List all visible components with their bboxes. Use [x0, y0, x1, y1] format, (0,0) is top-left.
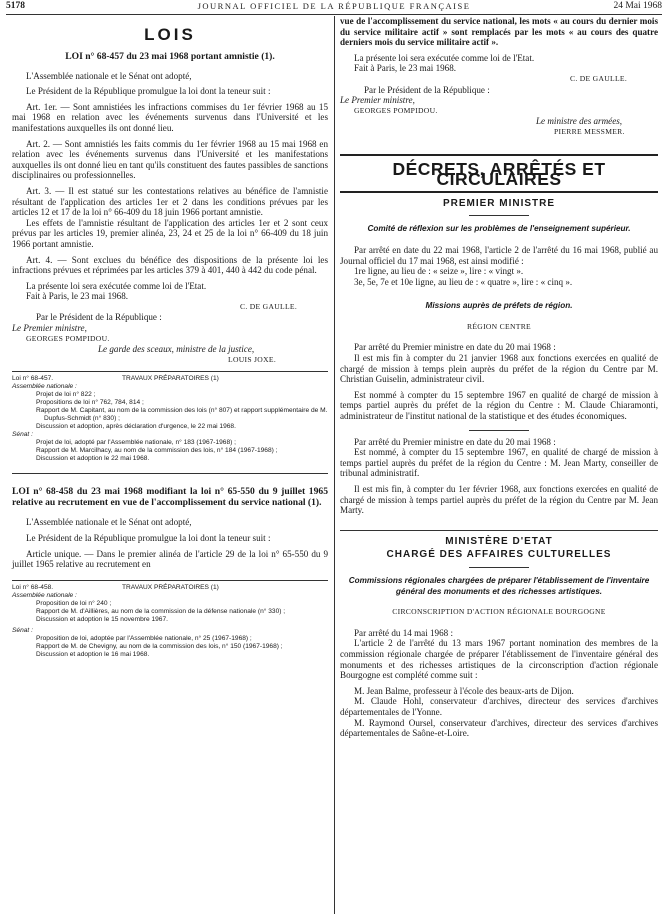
- commission-p1: Par arrêté du 14 mai 1968 :: [354, 627, 453, 638]
- law2-title: LOI n° 68-458 du 23 mai 1968 modifiant la loi n° 65-550 du 9 juillet 1965 relative au recrutement en vue de l'accomplissement du service national (1).: [12, 486, 328, 509]
- list-item: Rapport de M. Capitant, au nom de la commission des lois (n° 807) et rapport supplémentaire de M. Dupfus-Schmidt (n° 830) ;: [36, 407, 328, 423]
- law2-pm-name: GEORGES POMPIDOU.: [354, 105, 438, 115]
- comite-heading: Comité de réflexion sur les problèmes de l'enseignement supérieur.: [367, 224, 631, 234]
- law1-signature: C. DE GAULLE.: [240, 301, 298, 311]
- law2-exec: La présente loi sera exécutée comme loi de l'Etat.: [354, 52, 535, 63]
- tp-an-heading: Assemblée nationale :: [12, 383, 77, 391]
- journal-title: JOURNAL OFFICIEL DE LA RÉPUBLIQUE FRANÇAISE: [197, 1, 471, 11]
- law2-p2: Le Président de la République promulgue la loi dont la teneur suit :: [26, 533, 271, 544]
- tp-an-heading: Assemblée nationale :: [12, 591, 77, 599]
- law2-par: Par le Président de la République :: [364, 84, 490, 95]
- missions-heading: Missions auprès de préfets de région.: [425, 301, 573, 311]
- commission-p3: M. Jean Balme, professeur à l'école des beaux-arts de Dijon.: [354, 685, 574, 696]
- page-header: [6, 0, 662, 15]
- circonscription-heading: CIRCONSCRIPTION D'ACTION RÉGIONALE BOURGOGNE: [392, 607, 606, 617]
- tp-head: TRAVAUX PRÉPARATOIRES (1): [122, 583, 219, 591]
- tp-senat-heading: Sénat :: [12, 626, 33, 634]
- mission-p4: Par arrêté du Premier ministre en date du 20 mai 1968 :: [354, 436, 556, 447]
- law1-art3b: Les effets de l'amnistie résultant de l'application des articles 1er et 2 sont ceux prévus par les articles 19, premier alinéa, 23, 24 et 25 de la loi n° 66-409 du 18 juin 1966 portant amnistie.: [12, 217, 328, 249]
- divider: [469, 567, 529, 568]
- law1-travaux: [12, 375, 328, 463]
- divider: [12, 371, 328, 372]
- list-item: Proposition de loi n° 240 ;: [36, 599, 112, 607]
- right-column: [340, 16, 658, 739]
- law1-art3: Art. 3. — Il est statué sur les contestations relatives au bénéfice de l'amnistie résultant de l'application des articles 1er et 2 dans les conditions prévues par les articles 12 et 17 de la loi n° 66-409 du 18 juin 1966 portant amnistie.: [12, 185, 328, 218]
- divider: [340, 191, 658, 193]
- divider: [469, 215, 529, 216]
- list-item: Discussion et adoption le 15 novembre 1967.: [36, 615, 168, 623]
- mission-p1: Par arrêté du Premier ministre en date du 20 mai 1968 :: [354, 342, 556, 353]
- list-item: Rapport de M. Marcilhacy, au nom de la commission des lois, n° 184 (1967-1968) ;: [36, 447, 278, 455]
- section-premier-ministre: PREMIER MINISTRE: [442, 197, 556, 209]
- left-column: [12, 16, 328, 659]
- column-divider: [334, 16, 335, 914]
- mission-p5: Est nommé, à compter du 15 septembre 1967, en qualité de chargé de mission à temps partiel auprès du préfet de la région du Centre : M. Jean Marty, conseiller de tribunal administratif.: [340, 447, 658, 479]
- list-item: Discussion et adoption le 16 mai 1968.: [36, 650, 150, 658]
- law1-fait: Fait à Paris, le 23 mai 1968.: [26, 291, 129, 302]
- section-title-lois: LOIS: [144, 25, 196, 44]
- tp-head: TRAVAUX PRÉPARATOIRES (1): [122, 375, 219, 383]
- law1-art1: Art. 1er. — Sont amnistiées les infractions commises du 1er février 1968 au 15 mai 1968 en relation avec les événements survenus dans l'Université et les manifestations auxquelles ils ont donné lieu.: [12, 101, 328, 133]
- commission-p4: M. Claude Hohl, conservateur d'archives, directeur des services d'archives départementales de l'Yonne.: [340, 696, 658, 717]
- law2-signature: C. DE GAULLE.: [570, 73, 628, 83]
- tp-ref: Loi n° 68-458.: [12, 583, 54, 591]
- law2-continuation: vue de l'accomplissement du service national, les mots « au cours du dernier mois du service militaire actif » sont remplacés par les mots « au cours des quatre derniers mois du service militaire actif ».: [340, 16, 658, 48]
- mission-p3: Est nommé à compter du 15 septembre 1967 en qualité de chargé de mission à temps partiel auprès du préfet de la région du Centre : M. Claude Chiaramonti, administrateur de l'institut national de la statistique et des études économiques.: [340, 389, 658, 422]
- law2-p1: L'Assemblée nationale et le Sénat ont adopté,: [26, 517, 192, 528]
- comite-line2: 3e, 5e, 7e et 10e ligne, au lieu de : « quatre », lire : « cinq ».: [354, 276, 573, 287]
- law2-minister-name: PIERRE MESSMER.: [554, 126, 625, 136]
- tp-senat-heading: Sénat :: [12, 431, 33, 439]
- comite-paragraph: Par arrêté en date du 22 mai 1968, l'article 2 de l'arrêté du 16 mai 1968, publié au Journal officiel du 17 mai 1968, est ainsi modifié :: [340, 244, 658, 266]
- mission-p6: Il est mis fin, à compter du 1er février 1968, aux fonctions exercées en qualité de chargé de mission à temps partiel auprès du préfet de la région du Centre par M. Jean Marty.: [340, 484, 658, 516]
- list-item: Projet de loi, adopté par l'Assemblée nationale, n° 183 (1967-1968) ;: [36, 439, 237, 447]
- law2-minister: Le ministre des armées,: [536, 116, 623, 127]
- region-heading: RÉGION CENTRE: [466, 321, 531, 331]
- divider: [340, 154, 658, 156]
- list-item: Rapport de M. d'Aillières, au nom de la commission de la défense nationale (n° 330) ;: [36, 607, 286, 615]
- issue-date: 24 Mai 1968: [613, 1, 662, 11]
- divider: [469, 430, 529, 431]
- decrets-title: DÉCRETS, ARRÊTÉS ET CIRCULAIRES: [392, 158, 606, 190]
- law1-pm: Le Premier ministre,: [12, 323, 87, 334]
- law1-art2: Art. 2. — Sont amnistiés les faits commis du 1er février 1968 au 15 mai 1968 en relation avec les événements survenus dans l'Université et les manifestations auxquelles ils ont donné lieu en tant qu'ils constituent des fautes passibles de sanctions disciplinaires ou professionnelles.: [12, 138, 328, 181]
- law2-fait: Fait à Paris, le 23 mai 1968.: [354, 63, 457, 74]
- divider: [12, 580, 328, 581]
- law1-p1: L'Assemblée nationale et le Sénat ont adopté,: [26, 70, 192, 81]
- commission-p2: L'article 2 de l'arrêté du 13 mars 1967 portant nomination des membres de la commission régionale chargée de préparer l'établissement de l'inventaire général des monuments et des richesses artistiques de la circonscription d'action régionale Bourgogne est complété comme suit :: [340, 638, 658, 681]
- list-item: Projet de loi n° 822 ;: [36, 391, 96, 399]
- law1-exec: La présente loi sera exécutée comme loi de l'Etat.: [26, 280, 207, 291]
- list-item: Propositions de loi n° 762, 784, 814 ;: [36, 399, 144, 407]
- commissions-heading: Commissions régionales chargées de préparer l'établissement de l'inventaire général des monuments et des richesses artistiques.: [348, 575, 650, 596]
- ministere-title-line2: CHARGÉ DES AFFAIRES CULTURELLES: [386, 549, 612, 561]
- law1-par: Par le Président de la République :: [36, 312, 162, 323]
- comite-line1: 1re ligne, au lieu de : « seize », lire : « vingt ».: [354, 266, 524, 277]
- list-item: Proposition de loi, adoptée par l'Assemblée nationale, n° 25 (1967-1968) ;: [36, 634, 252, 642]
- law2-pm: Le Premier ministre,: [340, 95, 415, 106]
- law1-garde-name: LOUIS JOXE.: [228, 354, 277, 364]
- law1-art4: Art. 4. — Sont exclues du bénéfice des dispositions de la présente loi les infractions prévues et réprimées par les articles 379 à 401, 440 à 442 du code pénal.: [12, 254, 328, 276]
- list-item: Discussion et adoption, après déclaration d'urgence, le 22 mai 1968.: [36, 423, 236, 431]
- divider: [12, 473, 328, 474]
- law1-p2: Le Président de la République promulgue la loi dont la teneur suit :: [26, 86, 271, 97]
- law2-art: Article unique. — Dans le premier alinéa de l'article 29 de la loi n° 65-550 du 9 juillet 1965 relative au recrutement en: [12, 548, 328, 570]
- list-item: Discussion et adoption le 22 mai 1968.: [36, 455, 150, 463]
- commission-p5: M. Raymond Oursel, conservateur d'archives, directeur des services d'archives départementales de Saône-et-Loire.: [340, 717, 658, 739]
- law2-travaux: [12, 584, 328, 659]
- list-item: Rapport de M. de Chevigny, au nom de la commission des lois, n° 150 (1967-1968) ;: [36, 642, 283, 650]
- tp-ref: Loi n° 68-457.: [12, 375, 54, 383]
- law1-title: LOI n° 68-457 du 23 mai 1968 portant amnistie (1).: [65, 50, 275, 62]
- law1-garde: Le garde des sceaux, ministre de la justice,: [98, 344, 255, 355]
- law1-pm-name: GEORGES POMPIDOU.: [26, 333, 110, 343]
- ministere-title-line1: MINISTÈRE D'ETAT: [445, 535, 553, 547]
- divider: [340, 530, 658, 531]
- page-number: 5178: [6, 1, 25, 11]
- mission-p2: Il est mis fin à compter du 21 janvier 1968 aux fonctions exercées en qualité de chargé de mission à temps plein auprès du préfet de la région du Centre par M. Christian Guiselin, administrateur civil.: [340, 353, 658, 385]
